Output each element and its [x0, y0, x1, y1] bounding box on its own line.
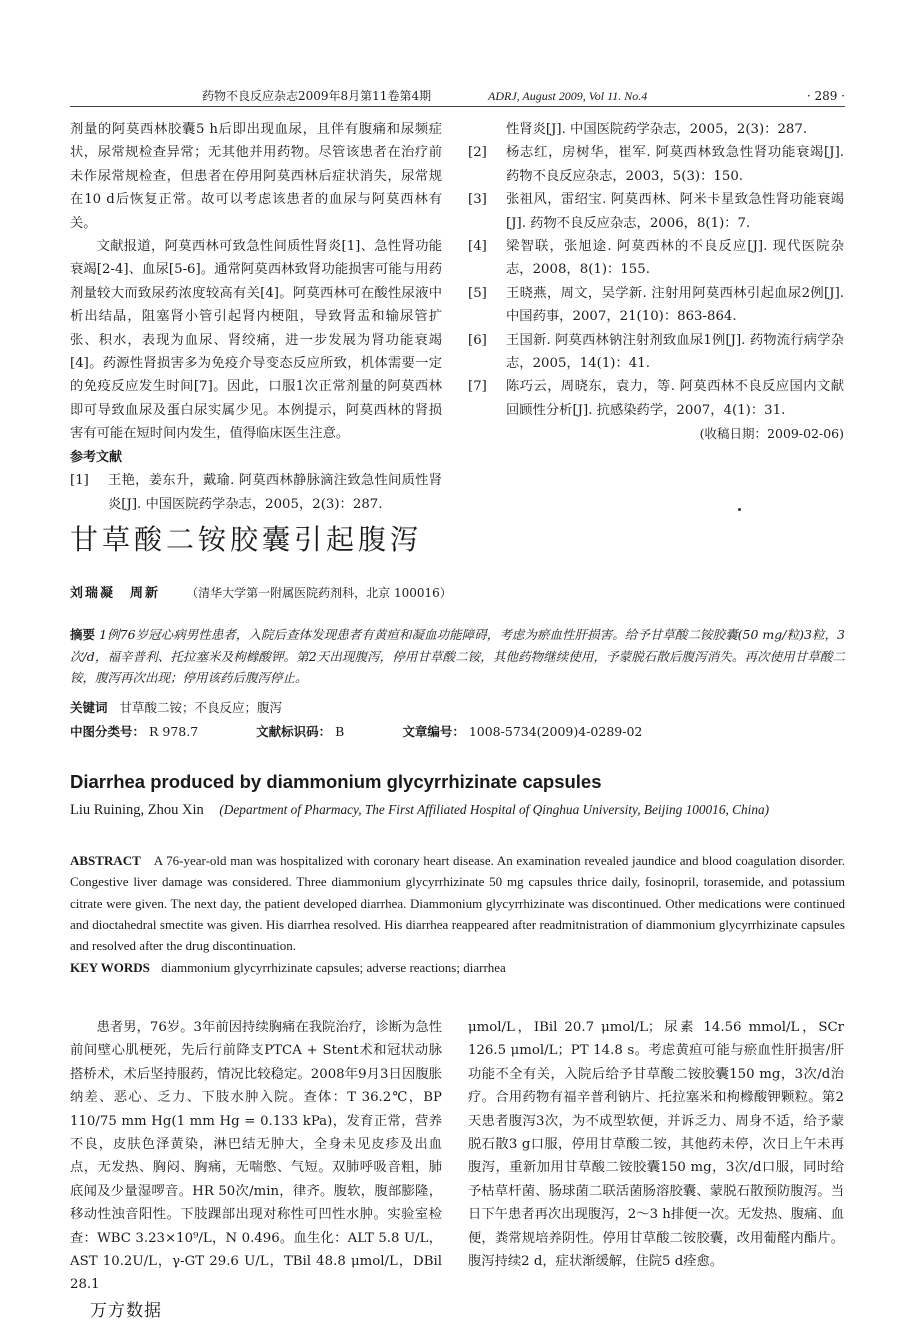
clc-value: R 978.7 [149, 724, 199, 739]
reference-number: [6] [468, 332, 487, 348]
authors-en: Liu Ruining, Zhou Xin [70, 802, 204, 818]
running-header [70, 86, 845, 107]
keywords-cn [70, 698, 845, 718]
reference-text: 王晓燕，周文，吴学新. 注射用阿莫西林引起血尿2例[J]. 中国药事，2007，21(10)：863-864. [506, 285, 844, 325]
reference-item [468, 329, 844, 376]
reference-text-continued: 性肾炎[J]. 中国医院药学杂志，2005，2(3)：287. [506, 122, 808, 137]
reference-text: 杨志红，房树华，崔军. 阿莫西林致急性肾功能衰竭[J]. 药物不良反应杂志，2003，5(3)：150. [506, 145, 844, 184]
prev-article-left-column [70, 118, 442, 512]
reference-text: 陈巧云，周晓东，袁力，等. 阿莫西林不良反应国内文献回顾性分析[J]. 抗感染药学，2007，4(1)：31. [506, 379, 844, 418]
received-date: (收稿日期：2009-02-06) [699, 426, 844, 442]
doc-code-label: 文献标识码： [256, 724, 332, 739]
reference-number: [5] [468, 285, 487, 301]
body-left-column [70, 1016, 442, 1297]
abstract-cn-text: 1例76岁冠心病男性患者，入院后查体发现患者有黄疸和凝血功能障碍，考虑为瘀血性肝损害。给予甘草酸二铵胶囊(50 mg/粒)3粒，3次/d，福辛普利、托拉塞米及枸橼酸钾。第2天出现腹泻，停用甘草酸二铵，其他药物继续使用，予蒙脱石散后腹泻消失。再次使用甘草酸二铵，腹泻再次出现；停用该药后腹泻停止。 [70, 627, 845, 685]
reference-number: [4] [468, 239, 487, 255]
abstract-en [70, 850, 845, 956]
article-title-en: Diarrhea produced by diammonium glycyrrhizinate capsules [70, 771, 602, 792]
classification-line [70, 722, 845, 742]
reference-number: [7] [468, 379, 487, 395]
doc-code-value: B [335, 724, 345, 739]
keywords-en-text: diammonium glycyrrhizinate capsules; adverse reactions; diarrhea [161, 960, 506, 975]
abstract-en-text: A 76-year-old man was hospitalized with coronary heart disease. An examination revealed jaundice and blood coagulation disorder. Congestive liver damage was considered. Three diammonium glycyrrhizinate 50 mg capsules thrice daily, fosinopril, torasemide, and potassium citrate were given. The next day, the patient developed diarrhea. Diammonium glycyrrhizinate was discontinued. Other medications were continued and dioctahedral smectite was given. His diarrhea resolved. His diarrhea reappeared after readmitnistration of diammonium glycyrrhizinate capsules and resolved after the drug discontinuation. [70, 853, 845, 954]
stray-dot [738, 508, 741, 511]
keywords-cn-text: 甘草酸二铵；不良反应；腹泻 [119, 700, 282, 715]
article-title-cn: 甘草酸二铵胶囊引起腹泻 [70, 523, 423, 556]
reference-item [468, 282, 844, 329]
clc-label: 中图分类号： [70, 724, 146, 739]
footer-watermark: 万方数据 [90, 1301, 162, 1321]
authors-cn-line [70, 584, 452, 603]
reference-number: [1] [70, 473, 89, 489]
reference-number: [2] [468, 145, 487, 161]
keywords-en-label: KEY WORDS [70, 960, 150, 975]
article-no-value: 1008-5734(2009)4-0289-02 [468, 724, 643, 739]
prev-paragraph-1: 剂量的阿莫西林胶囊5 h后即出现血尿，且伴有腹痛和尿频症状，尿常规检查异常；无其他并用药物。尽管该患者在治疗前未作尿常规检查，但患者在停用阿莫西林后症状消失，尿常规在10 d后恢复正常。故可以考虑该患者的血尿与阿莫西林有关。 [70, 122, 442, 231]
reference-item [468, 188, 844, 235]
abstract-cn [70, 624, 845, 689]
references-heading: 参考文献 [70, 449, 123, 465]
body-paragraph: 患者男，76岁。3年前因持续胸痛在我院治疗，诊断为急性前间壁心肌梗死，先后行前降支PTCA + Stent术和冠状动脉搭桥术，术后坚持服药，情况比较稳定。2008年9月3日因腹胀纳差、恶心、乏力、下肢水肿入院。查体：T 36.2℃，BP 110/75 mm Hg(1 mm Hg = 0.133 kPa)，发育正常，营养不良，皮肤色泽黄染，淋巴结无肿大，全身未见皮疹及出血点，无发热、胸闷、胸痛，无喘憋、气短。双肺呼吸音粗，肺底闻及少量湿啰音。HR 50次/min，律齐。腹软，腹部膨隆，移动性浊音阳性。下肢踝部出现对称性可凹性水肿。实验室检查：WBC 3.23×10⁹/L，N 0.496。血生化：ALT 5.8 U/L，AST 10.2U/L，γ-GT 29.6 U/L，TBil 48.8 μmol/L，DBil 28.1 [70, 1020, 442, 1293]
reference-item [468, 235, 844, 282]
reference-number: [3] [468, 192, 487, 208]
affiliation-en: (Department of Pharmacy, The First Affiliated Hospital of Qinghua University, Beijing 100016, China) [219, 802, 770, 817]
keywords-en [70, 958, 845, 978]
journal-name-en: ADRJ, August 2009, Vol 11. No.4 [488, 89, 648, 103]
reference-text: 梁智联，张旭途. 阿莫西林的不良反应[J]. 现代医院杂志，2008，8(1)：155. [506, 239, 844, 278]
reference-text: 王国新. 阿莫西林钠注射剂致血尿1例[J]. 药物流行病学杂志，2005，14(1)：41. [506, 332, 844, 372]
body-right-column [468, 1016, 844, 1273]
abstract-en-label: ABSTRACT [70, 853, 141, 868]
page-number: · 289 · [806, 89, 845, 103]
abstract-cn-label: 摘要 [70, 627, 96, 642]
authors-cn: 刘瑞凝 周新 [70, 586, 161, 601]
body-paragraph-continued: μmol/L，IBil 20.7 μmol/L；尿素 14.56 mmol/L，SCr 126.5 μmol/L；PT 14.8 s。考虑黄疸可能与瘀血性肝损害/肝功能不全有关，入院后给予甘草酸二铵胶囊150 mg，3次/d治疗。合用药物有福辛普利钠片、托拉塞米和枸橼酸钾颗粒。第2天患者腹泻3次，为不成型软便，并诉乏力、周身不适，给予蒙脱石散3 g口服，停用甘草酸二铵，其他药未停，次日上午未再腹泻，重新加用甘草酸二铵胶囊150 mg，3次/d口服，同时给予枯草杆菌、肠球菌二联活菌肠溶胶囊、蒙脱石散预防腹泻。当日下午患者再次出现腹泻，2～3 h排便一次。无发热、腹痛、血便，粪常规培养阴性。停用甘草酸二铵胶囊，改用葡醛内酯片。腹泻持续2 d，症状渐缓解，住院5 d痊愈。 [468, 1020, 844, 1270]
article-no-label: 文章编号： [402, 724, 465, 739]
prev-article-right-column [468, 118, 844, 446]
reference-item [468, 375, 844, 422]
reference-item-continued [468, 118, 844, 141]
reference-text: 王艳，姜东升，戴瑜. 阿莫西林静脉滴注致急性间质性肾炎[J]. 中国医院药学杂志，2005，2(3)：287. [108, 473, 442, 512]
reference-item [70, 469, 442, 512]
reference-item [468, 141, 844, 188]
keywords-cn-label: 关键词 [70, 700, 108, 715]
authors-en-line [70, 799, 845, 821]
affiliation-cn: （清华大学第一附属医院药剂科，北京 100016） [186, 586, 452, 600]
reference-text: 张祖风，雷绍宝. 阿莫西林、阿米卡星致急性肾功能衰竭[J]. 药物不良反应杂志，2006，8(1)：7. [506, 192, 844, 231]
journal-name-cn: 药物不良反应杂志2009年8月第11卷第4期 [202, 89, 432, 103]
prev-paragraph-2: 文献报道，阿莫西林可致急性间质性肾炎[1]、急性肾功能衰竭[2-4]、血尿[5-6]。通常阿莫西林致肾功能损害可能与用药剂量较大而致尿药浓度较高有关[4]。阿莫西林可在酸性尿液中析出结晶，阻塞肾小管引起肾内梗阻，导致肾盂和输尿管扩张、积水，表现为血尿、肾绞痛，进一步发展为肾功能衰竭[4]。药源性肾损害多为免疫介导变态反应所致，机体需要一定的免疫反应发生时间[7]。因此，口服1次正常剂量的阿莫西林即可导致血尿及蛋白尿实属少见。本例提示，阿莫西林的肾损害有可能在短时间内发生，值得临床医生注意。 [70, 239, 442, 442]
